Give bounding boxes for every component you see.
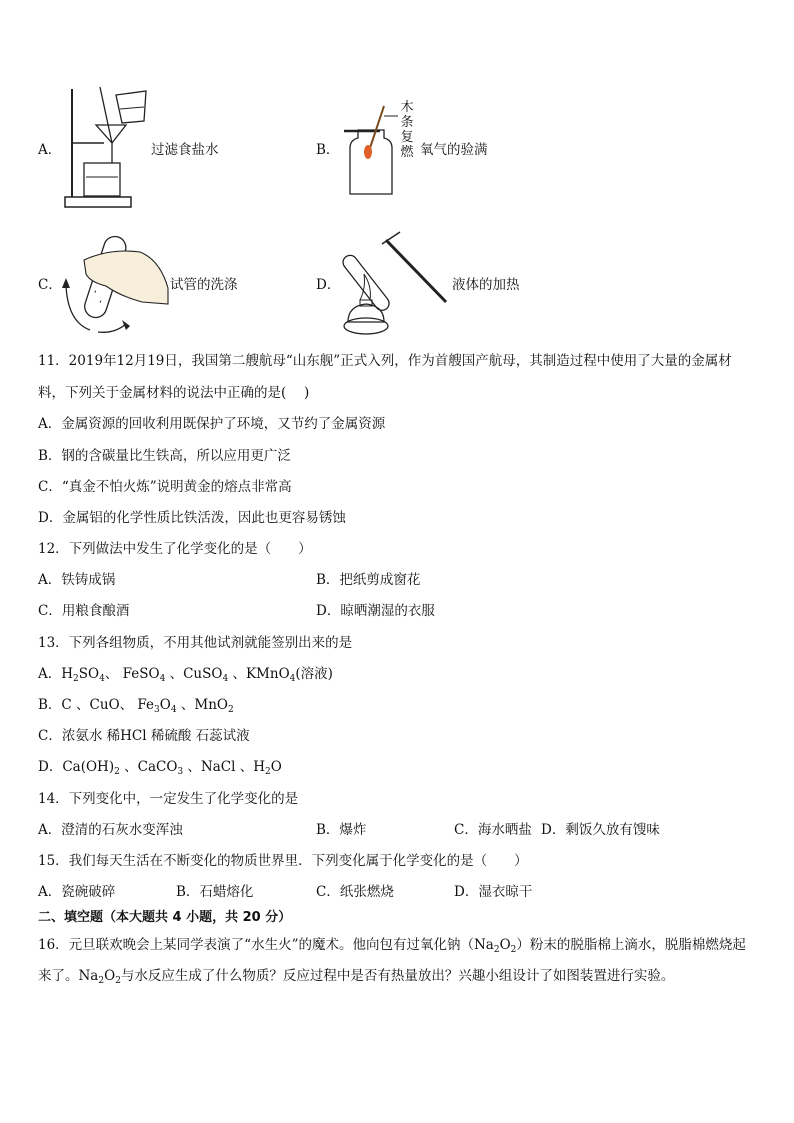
q11-option-c: C．“真金不怕火炼”说明黄金的熔点非常高 [38,479,292,495]
q12-option-c: C．用粮食酿酒 [38,603,130,619]
q16-line1: 16．元旦联欢晚会上某同学表演了“水生火”的魔术。他向包有过氧化钠$(Na_2O_2)$粉末的脱脂棉上滴水，脱脂棉燃烧起 [38,937,746,955]
q14-stem: 14．下列变化中，一定发生了化学变化的是 [38,791,299,807]
section-heading: 二、填空题（本大题共 4 小题，共 20 分） [38,910,292,925]
q13-option-c: C．浓氨水 稀HCl 稀硫酸 石蕊试液 [38,728,250,744]
q16-line2: 来了。$Na_2O_2$与水反应生成了什么物质？反应过程中是否有热量放出？兴趣小组设计了如图装置进行实验。 [38,968,675,986]
option-b-letter: B． [316,142,340,158]
q12-option-a: A．铁铸成锅 [38,572,116,588]
q15-option-b: B．石蜡熔化 [176,884,254,900]
q12-option-d: D．晾晒潮湿的衣服 [316,603,435,619]
q12-option-b: B．把纸剪成窗花 [316,572,421,588]
option-b-caption: 氧气的验满 [420,142,488,158]
q13-option-d: D．$Ca(OH)_2$ 、CaCO$_3$ 、NaCl 、$H_2O$ [38,759,282,777]
q11-option-b: B．钢的含碳量比生铁高，所以应用更广泛 [38,448,291,464]
q11-option-d: D．金属铝的化学性质比铁活泼，因此也更容易锈蚀 [38,510,346,526]
q12-stem: 12．下列做法中发生了化学变化的是（ ） [38,541,312,557]
oxygen-bottle-figure [340,100,402,198]
q13-stem: 13．下列各组物质，不用其他试剂就能签别出来的是 [38,635,353,651]
q15-option-a: A．瓷碗破碎 [38,884,116,900]
q11-option-a: A．金属资源的回收利用既保护了环境，又节约了金属资源 [38,416,386,432]
option-c-caption: 试管的洗涤 [170,277,238,293]
option-a-letter: A． [38,142,62,158]
wood-strip-label: 木 条 复 燃 [400,100,414,160]
filtration-apparatus-figure [60,85,155,213]
liquid-heating-figure [338,230,452,340]
test-tube-washing-figure [60,230,172,340]
q14-option-c: C．海水晒盐 [454,822,532,838]
q11-stem-line1: 11．2019年12月19日，我国第二艘航母“山东舰”正式入列，作为首艘国产航母，其制造过程中使用了大量的金属材 [38,353,732,369]
q14-option-a: A．澄清的石灰水变浑浊 [38,822,183,838]
q13-option-a: A．$H_2SO_4$、 FeSO$_4$ 、CuSO$_4$ 、KMnO$_4$(溶液) [38,666,333,684]
q14-option-b: B．爆炸 [316,822,367,838]
option-d-letter: D． [316,277,341,293]
q15-stem: 15．我们每天生活在不断变化的物质世界里．下列变化属于化学变化的是（ ） [38,853,528,869]
option-c-letter: C． [38,277,62,293]
q15-option-c: C．纸张燃烧 [316,884,394,900]
q11-stem-line2: 料，下列关于金属材料的说法中正确的是( ) [38,385,310,401]
option-d-caption: 液体的加热 [452,277,520,293]
q15-option-d: D．湿衣晾干 [454,884,533,900]
option-a-caption: 过滤食盐水 [151,142,219,158]
q14-option-d: D．剩饭久放有馊味 [541,822,660,838]
q13-option-b: B．C 、CuO、 $Fe_3O_4$ 、MnO$_2$ [38,697,234,715]
